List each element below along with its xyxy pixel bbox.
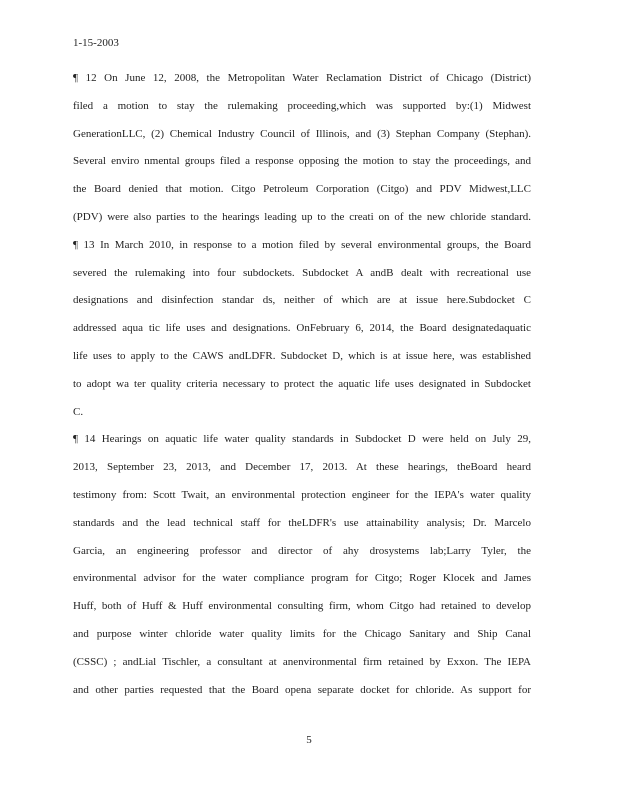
text-line: (PDV) were also parties to the hearings leading up to the creati on of the new chloride standard. [73, 210, 531, 223]
text-line: ¶ 13 In March 2010, in response to a motion filed by several environmental groups, the Board [73, 238, 531, 251]
page-number: 5 [306, 734, 312, 746]
body-text [73, 70, 531, 709]
text-line: testimony from: Scott Twait, an environmental protection engineer for the IEPA's water quality [73, 488, 531, 501]
text-line: 2013, September 23, 2013, and December 17, 2013. At these hearings, theBoard heard [73, 461, 531, 474]
text-line: filed a motion to stay the rulemaking proceeding,which was supported by:(1) Midwest [73, 99, 531, 112]
text-line: and purpose winter chloride water quality limits for the Chicago Sanitary and Ship Canal [73, 627, 531, 640]
text-line: severed the rulemaking into four subdockets. Subdocket A andB dealt with recreational use [73, 266, 531, 279]
text-line: to adopt wa ter quality criteria necessary to protect the aquatic life uses designated in Subdocket [73, 377, 531, 390]
text-line: Garcia, an engineering professor and director of ahy drosystems lab;Larry Tyler, the [73, 544, 531, 557]
text-line: Several enviro nmental groups filed a response opposing the motion to stay the proceedings, and [73, 155, 531, 168]
text-line: (CSSC) ; andLial Tischler, a consultant at anenvironmental firm retained by Exxon. The IEPA [73, 655, 531, 668]
text-line: and other parties requested that the Board opena separate docket for chloride. As support for [73, 683, 531, 696]
text-line: C. [73, 405, 84, 418]
header-date: 1-15-2003 [73, 37, 119, 49]
text-line: Huff, both of Huff & Huff environmental consulting firm, whom Citgo had retained to develop [73, 600, 531, 613]
text-line: designations and disinfection standar ds, neither of which are at issue here.Subdocket C [73, 294, 531, 307]
text-line: standards and the lead technical staff for theLDFR's use attainability analysis; Dr. Marcelo [73, 516, 531, 529]
text-line: addressed aqua tic life uses and designations. OnFebruary 6, 2014, the Board designatedaquatic [73, 322, 531, 335]
text-line: ¶ 12 On June 12, 2008, the Metropolitan Water Reclamation District of Chicago (District) [73, 72, 531, 84]
text-line: GenerationLLC, (2) Chemical Industry Council of Illinois, and (3) Stephan Company (Stephan). [73, 127, 531, 140]
text-line: the Board denied that motion. Citgo Petroleum Corporation (Citgo) and PDV Midwest,LLC [73, 183, 531, 196]
text-line: ¶ 14 Hearings on aquatic life water quality standards in Subdocket D were held on July 29, [73, 433, 531, 446]
text-line: life uses to apply to the CAWS andLDFR. Subdocket D, which is at issue here, was established [73, 349, 531, 362]
text-line: environmental advisor for the water compliance program for Citgo; Roger Klocek and James [73, 572, 531, 585]
